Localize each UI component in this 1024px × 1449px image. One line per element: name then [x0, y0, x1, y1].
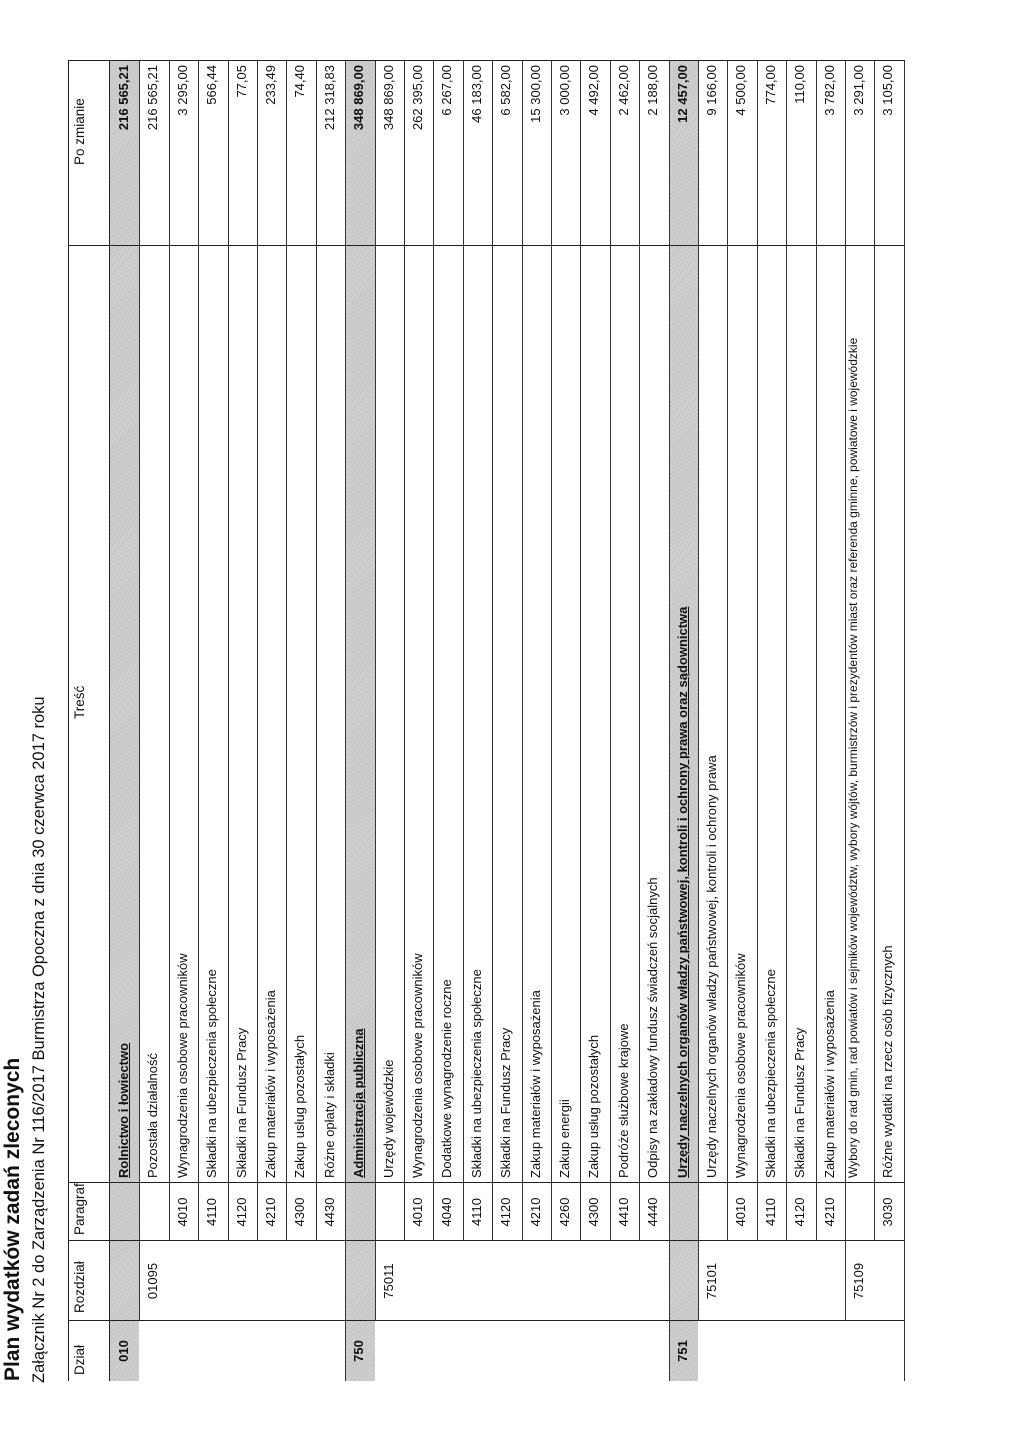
row-divider — [228, 61, 229, 1241]
cell-po-zmianie: 212 318,83 — [321, 65, 337, 131]
cell-tresc: Składki na ubezpieczenia społeczne — [204, 969, 220, 1178]
row-divider — [139, 61, 140, 1321]
cell-po-zmianie: 3 782,00 — [821, 65, 837, 116]
cell-po-zmianie: 3 291,00 — [851, 65, 866, 116]
row-divider — [316, 61, 317, 1241]
cell-po-zmianie: 216 565,21 — [116, 65, 131, 131]
cell-po-zmianie: 4 500,00 — [733, 65, 749, 116]
row-divider — [345, 61, 346, 1381]
cell-tresc: Urzędy wojewódzkie — [380, 1059, 396, 1178]
column-divider — [68, 1182, 904, 1183]
column-divider — [68, 245, 904, 246]
cell-paragraf: 4300 — [586, 1197, 602, 1227]
cell-paragraf: 4010 — [174, 1197, 190, 1227]
cell-paragraf: 4110 — [204, 1198, 220, 1226]
row-divider — [257, 61, 258, 1241]
column-divider — [68, 1320, 904, 1321]
cell-tresc: Urzędy naczelnych organów władzy państwowej, kontroli i ochrony prawa — [704, 755, 719, 1178]
cell-dzial: 750 — [351, 1340, 367, 1362]
cell-po-zmianie: 74,40 — [292, 65, 308, 98]
cell-paragraf: 4440 — [645, 1197, 661, 1227]
row-divider — [198, 61, 199, 1241]
cell-tresc: Zakup materiałów i wyposażenia — [263, 990, 278, 1178]
cell-paragraf: 3030 — [880, 1197, 896, 1227]
cell-po-zmianie: 3 295,00 — [174, 65, 190, 116]
cell-rozdzial: 75101 — [704, 1262, 719, 1300]
cell-tresc: Administracja publiczna — [351, 1028, 367, 1178]
row-divider — [698, 61, 699, 1321]
cell-po-zmianie: 3 105,00 — [880, 65, 896, 116]
row-divider — [757, 61, 758, 1241]
cell-paragraf: 4210 — [527, 1197, 543, 1227]
cell-tresc: Składki na Fundusz Pracy — [498, 1027, 514, 1178]
header-tresc: Treść — [72, 685, 87, 719]
row-divider — [727, 61, 728, 1241]
row-divider — [845, 61, 846, 1321]
cell-po-zmianie: 12 457,00 — [674, 65, 690, 123]
cell-tresc: Składki na ubezpieczenia społeczne — [762, 969, 778, 1178]
cell-dzial: 010 — [116, 1340, 131, 1362]
cell-po-zmianie: 77,05 — [233, 65, 249, 98]
row-divider — [551, 61, 552, 1241]
cell-tresc: Składki na Fundusz Pracy — [792, 1027, 808, 1178]
cell-tresc: Różne opłaty i składki — [321, 1052, 337, 1178]
cell-po-zmianie: 262 395,00 — [410, 65, 425, 131]
row-divider — [522, 61, 523, 1241]
row-divider — [404, 61, 405, 1241]
cell-paragraf: 4260 — [557, 1197, 572, 1227]
row-divider — [669, 61, 670, 1381]
cell-tresc: Zakup materiałów i wyposażenia — [821, 990, 837, 1178]
cell-paragraf: 4110 — [468, 1198, 484, 1226]
header-dzial: Dział — [72, 1344, 87, 1375]
cell-tresc: Odpisy na zakładowy fundusz świadczeń socjalnych — [645, 877, 661, 1178]
row-divider — [169, 61, 170, 1241]
cell-paragraf: 4300 — [292, 1197, 308, 1227]
cell-tresc: Rolnictwo i łowiectwo — [116, 1042, 131, 1178]
cell-rozdzial: 75011 — [380, 1263, 396, 1299]
cell-po-zmianie: 348 869,00 — [380, 65, 396, 131]
header-po-zmianie: Po zmianie — [72, 98, 87, 165]
cell-po-zmianie: 774,00 — [762, 65, 778, 105]
cell-paragraf: 4430 — [321, 1197, 337, 1227]
cell-tresc: Zakup materiałów i wyposażenia — [527, 990, 543, 1178]
cell-tresc: Wynagrodzenia osobowe pracowników — [733, 953, 749, 1178]
row-divider — [816, 61, 817, 1241]
cell-paragraf: 4010 — [410, 1197, 425, 1227]
row-divider — [786, 61, 787, 1241]
column-divider — [68, 1240, 904, 1241]
header-rozdzial: Rozdział — [72, 1261, 87, 1313]
cell-po-zmianie: 3 000,00 — [557, 65, 572, 116]
cell-paragraf: 4210 — [821, 1197, 837, 1227]
cell-paragraf: 4040 — [439, 1197, 455, 1227]
cell-po-zmianie: 233,49 — [263, 65, 278, 105]
row-divider — [286, 61, 287, 1241]
cell-paragraf: 4010 — [733, 1197, 749, 1227]
cell-po-zmianie: 6 267,00 — [439, 65, 455, 116]
cell-po-zmianie: 9 166,00 — [704, 65, 719, 116]
cell-paragraf: 4210 — [263, 1197, 278, 1227]
row-divider — [375, 61, 376, 1321]
document-subtitle: Załącznik Nr 2 do Zarządzenia Nr 116/2017 Burmistrza Opoczna z dnia 30 czerwca 2017 roku — [30, 696, 48, 1383]
row-divider — [610, 61, 611, 1241]
row-divider — [639, 61, 640, 1241]
cell-tresc: Wybory do rad gmin, rad powiatów i sejmików województw, wybory wójtów, burmistrzów i prezydentów miast oraz referenda gminne, powiatowe i wojewódzkie — [846, 337, 860, 1178]
cell-tresc: Dodatkowe wynagrodzenie roczne — [439, 979, 455, 1178]
cell-po-zmianie: 110,00 — [792, 65, 808, 104]
cell-paragraf: 4410 — [615, 1197, 631, 1227]
cell-tresc: Różne wydatki na rzecz osób fizycznych — [880, 945, 896, 1178]
cell-tresc: Zakup usług pozostałych — [586, 1034, 602, 1178]
cell-po-zmianie: 216 565,21 — [145, 65, 161, 131]
cell-tresc: Wynagrodzenia osobowe pracowników — [174, 953, 190, 1178]
cell-tresc: Zakup energii — [557, 1099, 572, 1178]
cell-po-zmianie: 15 300,00 — [527, 65, 543, 123]
cell-po-zmianie: 4 492,00 — [586, 65, 602, 116]
cell-paragraf: 4120 — [498, 1197, 514, 1227]
cell-po-zmianie: 46 183,00 — [468, 65, 484, 123]
document-title: Plan wydatków zadań zleconych — [1, 1057, 24, 1381]
cell-paragraf: 4120 — [233, 1197, 249, 1227]
cell-dzial: 751 — [674, 1340, 690, 1362]
cell-po-zmianie: 6 582,00 — [498, 65, 514, 116]
row-divider — [433, 61, 434, 1241]
row-divider — [492, 61, 493, 1241]
cell-tresc: Zakup usług pozostałych — [292, 1034, 308, 1178]
cell-rozdzial: 01095 — [145, 1262, 161, 1300]
cell-paragraf: 4120 — [792, 1197, 808, 1227]
cell-tresc: Wynagrodzenia osobowe pracowników — [410, 953, 425, 1178]
row-divider — [874, 61, 875, 1241]
cell-tresc: Urzędy naczelnych organów władzy państwowej, kontroli i ochrony prawa oraz sądownictwa — [674, 606, 690, 1178]
header-paragraf: Paragraf — [72, 1183, 87, 1235]
cell-po-zmianie: 348 869,00 — [351, 65, 367, 131]
cell-paragraf: 4110 — [762, 1198, 778, 1226]
cell-tresc: Pozostała działalność — [145, 1052, 161, 1178]
row-divider — [463, 61, 464, 1241]
cell-po-zmianie: 566,44 — [204, 65, 220, 105]
cell-tresc: Składki na ubezpieczenia społeczne — [468, 969, 484, 1178]
cell-tresc: Podróże służbowe krajowe — [615, 1023, 631, 1178]
row-divider — [904, 61, 905, 1381]
cell-rozdzial: 75109 — [851, 1262, 866, 1300]
row-divider — [580, 61, 581, 1241]
cell-tresc: Składki na Fundusz Pracy — [233, 1027, 249, 1178]
cell-po-zmianie: 2 462,00 — [615, 65, 631, 116]
cell-po-zmianie: 2 188,00 — [645, 65, 661, 116]
